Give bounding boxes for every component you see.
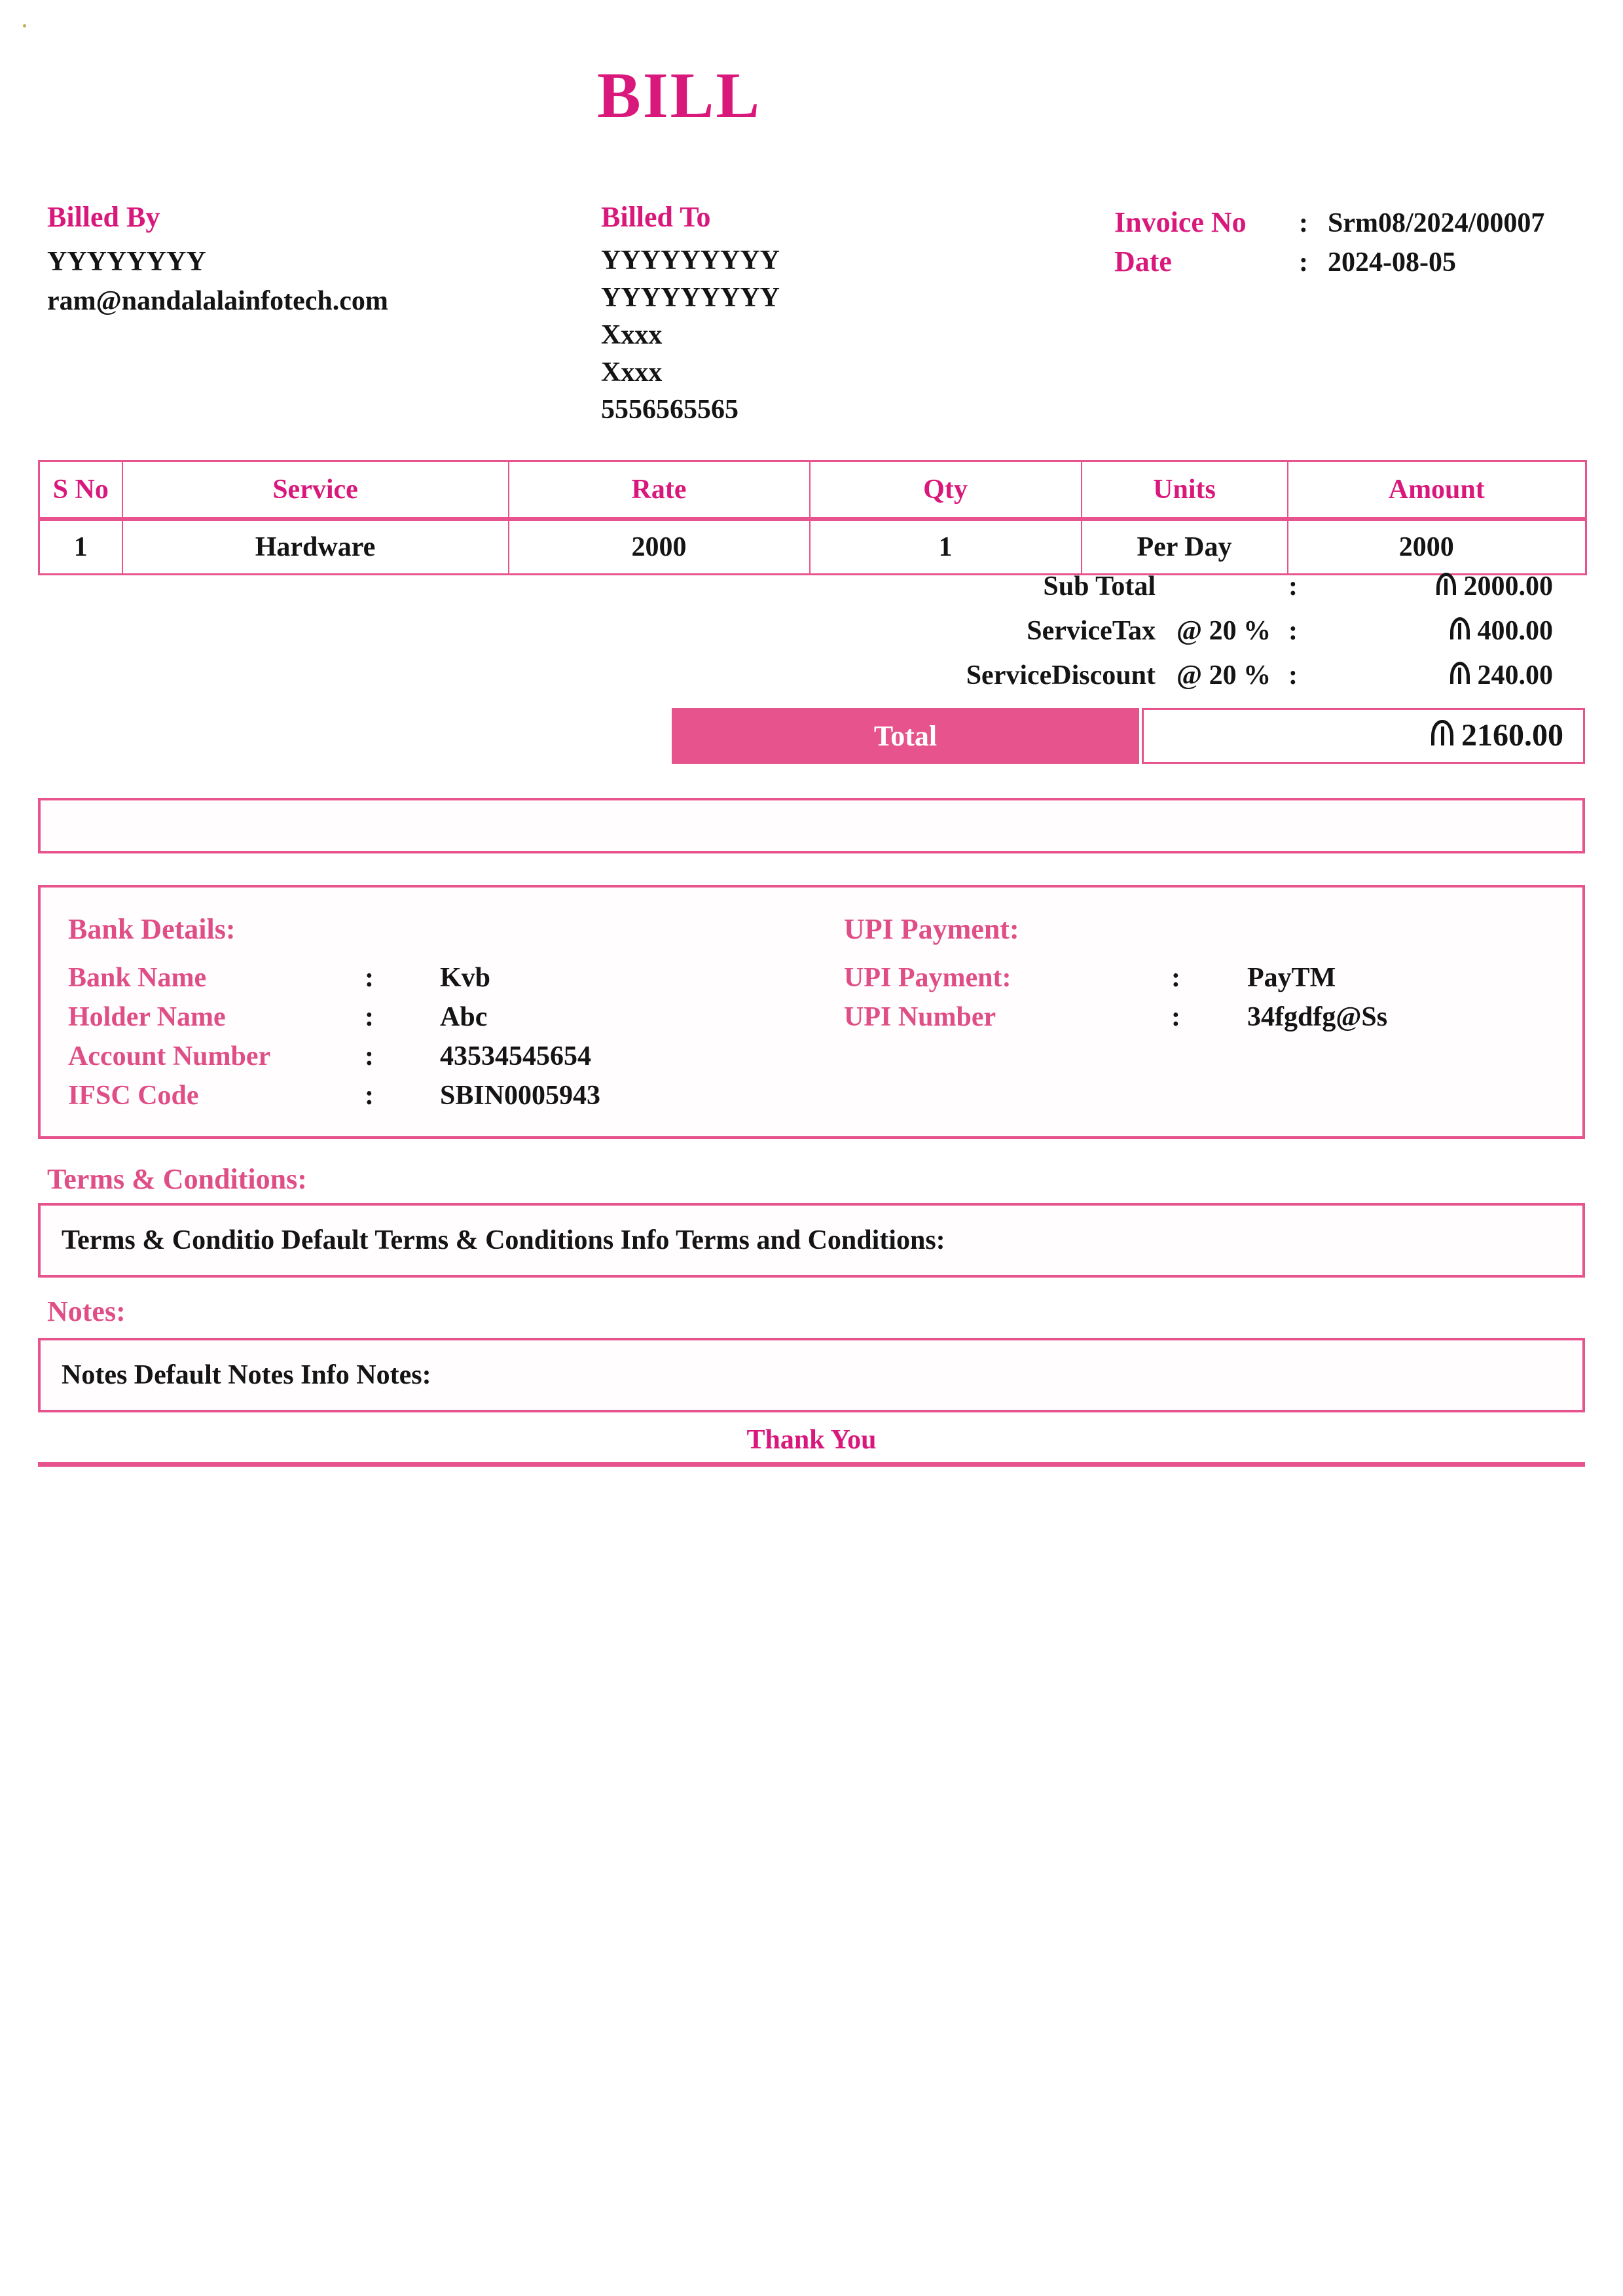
billed-to-phone: 5556565565 [601, 395, 739, 425]
manat-currency-icon [1450, 617, 1470, 639]
service-tax-amount: 400.00 [1450, 615, 1554, 647]
invoice-date-value: 2024-08-05 [1328, 247, 1456, 278]
invoice-date-row [1114, 245, 1602, 284]
billed-to-heading: Billed To [601, 201, 711, 233]
cell-rate: 2000 [509, 519, 810, 575]
ifsc-code-label: IFSC Code [68, 1081, 199, 1111]
bank-name-label: Bank Name [68, 963, 207, 993]
billed-by-lines [47, 242, 388, 321]
total-amount-value: 2160.00 [1461, 718, 1563, 753]
service-discount-rate: @ 20 % [1176, 660, 1271, 691]
colon: : [1299, 208, 1308, 238]
subtotal-amount: 2000.00 [1436, 571, 1554, 602]
col-header-sno: S No [39, 461, 122, 520]
service-tax-row [0, 615, 1623, 649]
colon: : [365, 1041, 374, 1071]
colon: : [365, 1081, 374, 1111]
invoice-number-value: Srm08/2024/00007 [1328, 208, 1545, 238]
invoice-number-label: Invoice No [1114, 206, 1247, 238]
table-row [39, 519, 1586, 575]
notes-body: Notes Default Notes Info Notes: [62, 1360, 431, 1390]
holder-name-value: Abc [440, 1002, 488, 1032]
holder-name-label: Holder Name [68, 1002, 226, 1032]
colon: : [365, 1002, 374, 1032]
billed-to-line: Xxxx [601, 320, 663, 351]
colon: : [365, 963, 374, 993]
col-header-rate: Rate [509, 461, 810, 520]
notes-box [38, 1338, 1585, 1412]
invoice-number-row [1114, 206, 1602, 245]
invoice-date-label: Date [1114, 245, 1172, 278]
service-tax-rate: @ 20 % [1176, 616, 1271, 646]
service-table [38, 460, 1587, 575]
bank-upi-box [38, 885, 1585, 1139]
terms-heading: Terms & Conditions: [47, 1163, 307, 1195]
col-header-units: Units [1082, 461, 1288, 520]
notes-heading: Notes: [47, 1295, 126, 1327]
bank-details-heading: Bank Details: [68, 913, 236, 945]
upi-number-label: UPI Number [844, 1002, 996, 1032]
colon: : [1171, 1002, 1180, 1032]
billed-to-lines [601, 242, 780, 429]
service-discount-label: ServiceDiscount [966, 660, 1156, 691]
invoice-meta-section [1114, 206, 1602, 284]
billed-by-section [47, 202, 388, 321]
billed-by-name: YYYYYYYY [47, 247, 206, 278]
subtotal-row [0, 571, 1623, 605]
manat-currency-icon [1450, 662, 1470, 684]
billed-to-line: Xxxx [601, 357, 663, 388]
col-header-amount: Amount [1288, 461, 1586, 520]
upi-number-value: 34fgdfg@Ss [1247, 1002, 1388, 1032]
bank-name-row [68, 962, 491, 994]
billed-to-section [601, 202, 780, 429]
upi-payment-value: PayTM [1247, 963, 1336, 993]
holder-name-row [68, 1001, 488, 1033]
table-header-row [39, 461, 1586, 520]
colon: : [1299, 247, 1308, 278]
cell-amount: 2000 [1288, 519, 1586, 575]
cell-service: Hardware [122, 519, 509, 575]
account-number-value: 43534545654 [440, 1041, 591, 1071]
service-tax-label: ServiceTax [1027, 616, 1156, 646]
terms-box [38, 1203, 1585, 1278]
manat-currency-icon [1431, 720, 1453, 745]
account-number-row [68, 1041, 591, 1072]
empty-box [38, 798, 1585, 853]
cell-units: Per Day [1082, 519, 1288, 575]
cell-qty: 1 [810, 519, 1082, 575]
thank-you-text: Thank You [746, 1425, 877, 1455]
stray-mark [23, 24, 26, 27]
manat-currency-icon [1436, 573, 1456, 595]
terms-body: Terms & Conditio Default Terms & Conditions Info Terms and Conditions: [62, 1225, 945, 1255]
service-discount-row [0, 660, 1623, 694]
upi-payment-label: UPI Payment: [844, 963, 1012, 993]
upi-payment-row [844, 962, 1336, 994]
colon: : [1288, 616, 1298, 646]
page-title: BILL [597, 59, 762, 132]
col-header-qty: Qty [810, 461, 1082, 520]
billed-to-line: YYYYYYYYY [601, 245, 780, 276]
upi-number-row [844, 1001, 1388, 1033]
cell-sno: 1 [39, 519, 122, 575]
colon: : [1171, 963, 1180, 993]
colon: : [1288, 660, 1298, 691]
total-amount-box [1142, 708, 1585, 764]
ifsc-code-row [68, 1080, 601, 1111]
colon: : [1288, 571, 1298, 601]
subtotal-label: Sub Total [1043, 571, 1156, 601]
service-discount-amount: 240.00 [1450, 660, 1554, 691]
account-number-label: Account Number [68, 1041, 271, 1071]
total-label-band: Total [672, 708, 1139, 764]
ifsc-code-value: SBIN0005943 [440, 1081, 601, 1111]
bank-name-value: Kvb [440, 963, 491, 993]
billed-to-line: YYYYYYYYY [601, 283, 780, 314]
upi-payment-heading: UPI Payment: [844, 913, 1019, 945]
col-header-service: Service [122, 461, 509, 520]
footer-divider [38, 1462, 1585, 1467]
billed-by-heading: Billed By [47, 201, 160, 233]
billed-by-email: ram@nandalalainfotech.com [47, 286, 388, 317]
